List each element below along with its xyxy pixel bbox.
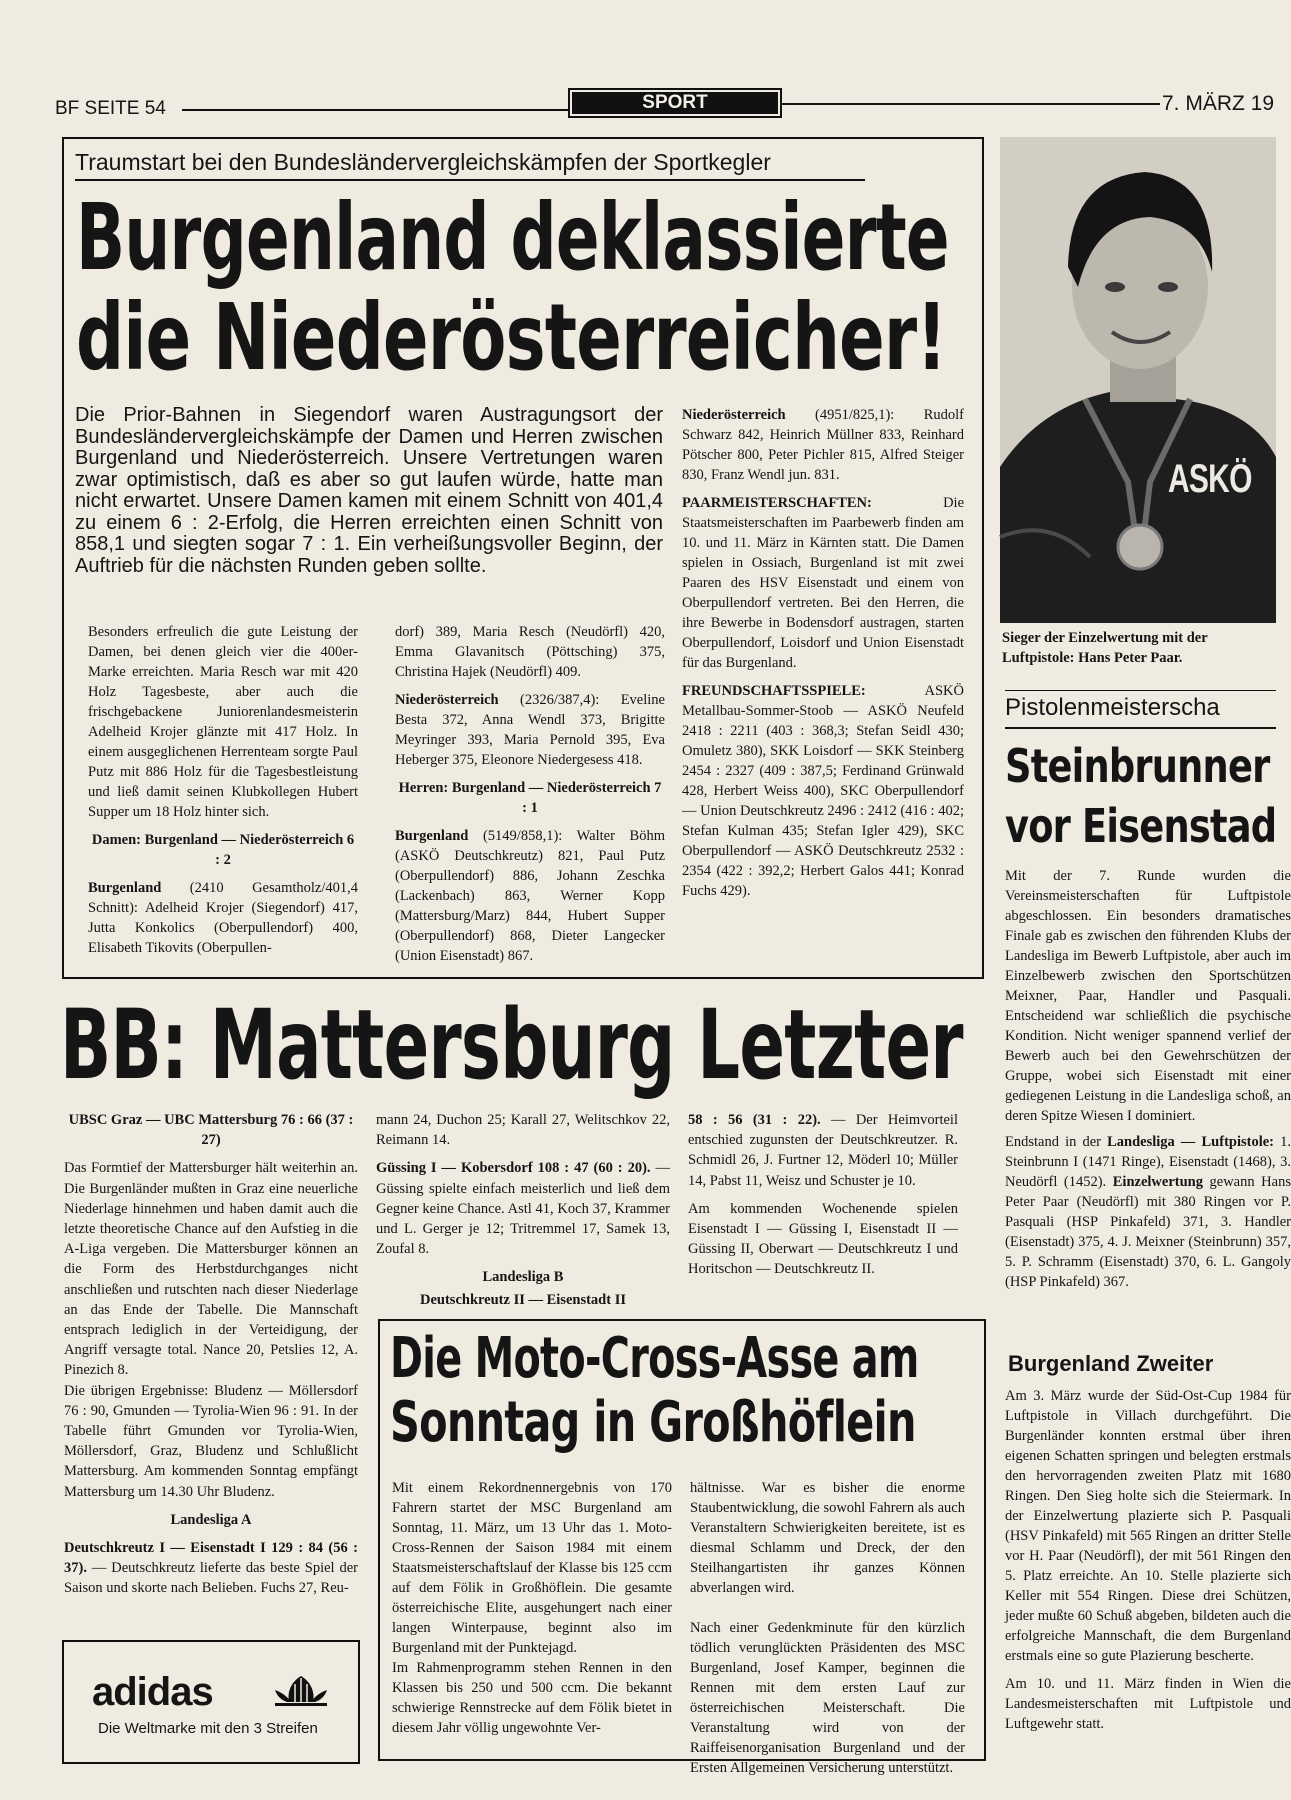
- text: — Güssing spielte einfach meisterlich und ließ dem Gegner keine Chance. Astl 41, Koch 37, Krammer und L. Gerger je 12; Tritremmel 17, Samek 13, Zoufal 8.: [376, 1160, 670, 1258]
- section-title: SPORT: [572, 92, 778, 114]
- bold-lead: 58 : 56 (31 : 22).: [688, 1112, 821, 1128]
- article2-column-1: [64, 1110, 358, 1607]
- adidas-wordmark: adidas: [92, 1670, 213, 1714]
- jersey-lettering: ASKÖ: [1168, 457, 1252, 501]
- photo-caption: [1002, 628, 1272, 670]
- headline-wrap: [1005, 738, 1276, 863]
- bold-lead: Deutschkreutz I — Eisenstadt I 129 : 84 (56 : 37).: [64, 1540, 358, 1577]
- text: ASKÖ Metallbau-Sommer-Stoob — ASKÖ Neufeld 2418 : 2211 (403 : 368,3; Stefan Seidl 430; Omuletz 380), SKK Loisdorf — SKK Steinberg 2454 : 2327 (409 : 387,5; Ferdinand Grünwald 428, Herbert Weiss 400), SKC Oberpullendorf — Union Deutschkreutz 2496 : 2412 (416 : 402; Stefan Kulman 435; Stefan Igler 429), SKC Oberpullendorf — ASKÖ Deutschkreutz 2532 : 2354 (422 : 392,2; Herbert Galos 441; Konrad Fuchs 429).: [682, 683, 964, 899]
- subhead: Landesliga A: [170, 1511, 252, 1528]
- text: — Deutschkreutz lieferte das beste Spiel der Saison und skorte nach Belieben. Fuchs 27, Reu-: [64, 1560, 358, 1597]
- adidas-ad: [62, 1640, 360, 1764]
- rule: [1005, 690, 1276, 691]
- bold-lead: Landesliga — Luftpistole:: [1107, 1134, 1275, 1150]
- header-rule-left: [182, 109, 568, 111]
- portrait-illustration: [1000, 137, 1276, 623]
- caption-text: Sieger der Einzelwertung mit der Luftpistole: Hans Peter Paar.: [1002, 630, 1208, 666]
- paragraph: hältnisse. War es bisher die enorme Staubentwicklung, die sowohl Fahrern als auch Veranstaltern Schwierigkeiten bereitete, ist es diesmal Schlamm und Dreck, der den Steilhangartisten ihr ganzes Können abverlangen wird.: [690, 1480, 965, 1596]
- paragraph: Am 3. März wurde der Süd-Ost-Cup 1984 für Luftpistole in Villach durchgeführt. Die Burgenländer konnten erstmal über ihren eigenen Schatten springen und belegten erstmals den hervorragenden zweiten Platz mit 1680 Ringen. Den Sieg holte sich die Steiermark. In der Einzelwertung plazierte sich P. Pasquali (HSV Pinkafeld) mit 565 Ringen an dritter Stelle vor H. Paar (Neudörfl), der mit 561 Ringen den 5. Platz erreichte. An 10. Stelle plazierte sich Keller mit 554 Ringen. Diese drei Schützen, jeder mußte 60 Schuß abgeben, bildeten auch die erfolgreiche Mannschaft, die dem Burgenland erstmals eine so gute Plazierung bescherte.: [1005, 1388, 1291, 1664]
- paragraph: Das Formtief der Mattersburger hält weiterhin an. Die Burgenländer mußten in Graz eine neuerliche Niederlage hinnehmen und haben damit auch die letzte theoretische Chance auf den Aufstieg in die A-Liga vergeben. Die Mattersburger können an die Form des Herbstdurchganges nicht anschließen und rutschten nach dieser Niederlage an das Ende der Tabelle. Die Mannschaft entsprach lediglich in der Verteidigung, der Angriff versagte total. Nance 20, Petslies 12, A. Pinezich 8.: [64, 1160, 358, 1379]
- paragraph: [682, 681, 964, 901]
- article4-body-2: [1005, 1386, 1291, 1766]
- paragraph: [64, 1538, 358, 1599]
- paragraph: [1005, 1132, 1291, 1292]
- headline-line-2: vor Eisenstad: [1005, 799, 1277, 853]
- bold-lead: Burgenland: [88, 880, 162, 896]
- paragraph: Am 10. und 11. März finden in Wien die Landesmeisterschaften mit Luftpistole und Luftgewehr statt.: [1005, 1676, 1291, 1732]
- kicker: Traumstart bei den Bundesländervergleichskämpfen der Sportkegler: [75, 149, 771, 175]
- text: Die Staatsmeisterschaften im Paarbewerb finden am 10. und 11. März in Kärnten statt. Die Damen spielen in Ossiach, Burgenland ist mit zwei Paaren des HSV Eisenstadt und einem von Oberpullendorf vertreten. Bei den Herren, die ihre Bewerbe in Bodensdorf austragen, starten Oberpullendorf, Loisdorf und Union Eisenstadt für das Burgenland.: [682, 495, 964, 671]
- bold-lead: Burgenland: [395, 828, 469, 844]
- portrait-photo: [1000, 137, 1276, 623]
- headline-wrap: [60, 989, 980, 1103]
- paragraph: Nach einer Gedenkminute für den kürzlich tödlich verunglückten Präsidenten des MSC Burgenland, Josef Kamper, beginnen die Rennen mit dem ersten Lauf zur österreichischen Meisterschaft. Die Veranstaltung wird von der Raiffeisenorganisation Burgenland und der Ersten Allgemeinen Versicherung unterstützt.: [690, 1620, 965, 1776]
- headline-line-2: Sonntag in Großhöflein: [390, 1390, 916, 1455]
- headline-line-2: die Niederösterreicher!: [76, 284, 947, 391]
- page-folio: BF SEITE 54: [55, 98, 166, 119]
- paragraph: [88, 878, 358, 958]
- paragraph: [682, 405, 964, 485]
- headline-wrap: [76, 184, 966, 391]
- paragraph: Am kommenden Wochenende spielen Eisenstadt I — Güssing I, Eisenstadt II — Güssing II, Oberwart — Deutschkreutz I und Horitschon — Deutschkreutz II.: [688, 1200, 958, 1278]
- article4-body: [1005, 866, 1291, 1326]
- kicker: Pistolenmeisterscha: [1005, 694, 1220, 721]
- paragraph: Mit der 7. Runde wurden die Vereinsmeisterschaften für Luftpistole abgeschlossen. Ein besonders dramatisches Finale gab es zwischen den führenden Klubs der Landesliga im Bewerb Luftpistole, aber auch im Einzelbewerb zwischen den Sportschützen Meixner, Paar, Handler und Pasquali. Entscheidend war schließlich die psychische Kondition. Nicht weniger spannend verlief der Bewerb auch bei den Gewehrschützen der Gruppe, wobei sich Eisenstadt mit einer gediegenen Leistung in die Landesliga schoß, an deren Spitze Wiesen I dominiert.: [1005, 868, 1291, 1124]
- headline-line-1: Burgenland deklassierte: [76, 184, 949, 291]
- bold-lead: Einzelwertung: [1112, 1174, 1203, 1190]
- text: (5149/858,1): Walter Böhm (ASKÖ Deutschkreutz) 821, Paul Putz (Oberpullendorf) 886, Johann Zeschka (Lackenbach) 863, Werner Kopp (Mattersburg/Marz) 844, Hubert Supper (Oberpullendorf) 868, Dieter Langecker (Union Eisenstadt) 867.: [395, 828, 665, 964]
- kicker-underline: [1005, 727, 1276, 729]
- paragraph: Mit einem Rekordnennergebnis von 170 Fahrern startet der MSC Burgenland am Sonntag, 11. März, um 13 Uhr das 1. Moto-Cross-Rennen der Saison 1984 mit einem Staatsmeisterschaftslauf der Klasse bis 125 ccm auf dem Fölik in Großhöflein. Die gesamte österreichische Elite, ausgehungert nach einer langen Winterpause, beginnt also im Burgenland mit der Punktejagd.: [392, 1480, 672, 1656]
- article1-column-3: [682, 405, 964, 909]
- paragraph: [376, 1158, 670, 1259]
- article3-column-1: [392, 1478, 672, 1746]
- bold-lead: Güssing I — Kobersdorf 108 : 47 (60 : 20).: [376, 1160, 651, 1177]
- paragraph: dorf) 389, Maria Resch (Neudörfl) 420, Emma Glavanitsch (Pöttsching) 375, Christina Hajek (Neudörfl) 409.: [395, 624, 665, 680]
- paragraph: [395, 826, 665, 966]
- article1-column-2: [395, 622, 665, 974]
- section-label: [568, 88, 782, 118]
- article2-column-3: [688, 1110, 958, 1288]
- text: — Der Heimvorteil entschied zugunsten der Deutschkreutzer. R. Schmidl 26, J. Furtner 12, Möderl 10; Müller 14, Pabst 11, Weisz und Schuster je 10.: [688, 1112, 958, 1189]
- header-rule-right: [782, 103, 1160, 105]
- paragraph: [688, 1110, 958, 1191]
- adidas-tagline: Die Weltmarke mit den 3 Streifen: [98, 1720, 318, 1737]
- headline-line-1: Steinbrunner: [1005, 739, 1270, 793]
- text: 1. Steinbrunn I (1471 Ringe), Eisenstadt (1468), 3. Neudörfl (1452).: [1005, 1134, 1291, 1190]
- article2-column-2: [376, 1110, 670, 1318]
- issue-date: 7. MÄRZ 19: [1162, 92, 1275, 115]
- paragraph: [682, 493, 964, 673]
- text: (2410 Gesamtholz/401,4 Schnitt): Adelheid Krojer (Siegendorf) 417, Jutta Konkolics (Oberpullendorf) 400, Elisabeth Tikovits (Oberpullen-: [88, 880, 358, 956]
- paragraph: Besonders erfreulich die gute Leistung der Damen, bei denen gleich vier die 400er-Marke erreichten. Maria Resch war mit 420 Holz Tagesbeste, aber auch die frischgebackene Juniorenlandesmeisterin Adelheid Krojer glänzte mit 417 Holz. In einem ausgeglichenen Herrenteam sorgte Paul Putz mit 886 Holz für die Tagesbestleistung und ließ damit seinen Klubkollegen Hubert Supper um 18 Holz hinter sich.: [88, 624, 358, 820]
- subhead: Herren: Burgenland — Niederösterreich 7 : 1: [398, 780, 662, 816]
- lead-paragraph: Die Prior-Bahnen in Siegendorf waren Austragungsort der Bundesländervergleichskämpfe der Damen und Herren zwischen Burgenland und Niederösterreich. Unsere Vertretungen waren zwar optimistisch, daß es aber so gut laufen würde, hatte man nicht erwartet. Unsere Damen kamen mit einem Schnitt von 401,4 zu einem 6 : 2-Erfolg, die Herren erreichten einen Schnitt von 858,1 und siegten sogar 7 : 1. Ein verheißungsvoller Beginn, der Auftrieb für die nächsten Runden geben sollte.: [75, 404, 663, 577]
- subhead: Damen: Burgenland — Niederösterreich 6 : 2: [91, 832, 355, 868]
- subhead: UBSC Graz — UBC Mattersburg 76 : 66 (37 : 27): [68, 1112, 354, 1149]
- article3-column-2: [690, 1478, 965, 1786]
- paragraph: Im Rahmenprogramm stehen Rennen in den Klassen bis 250 und 500 ccm. Die bekannt schwierige Rennstrecke auf dem Fölik bietet in diesem Jahr völlig ungewohnte Ver-: [392, 1660, 672, 1736]
- subhead: Landesliga B: [482, 1269, 564, 1286]
- headline: BB: Mattersburg Letzter: [60, 989, 963, 1101]
- paragraph: [395, 690, 665, 770]
- bold-lead: PAARMEISTERSCHAFTEN:: [682, 495, 872, 511]
- paragraph: mann 24, Duchon 25; Karall 27, Welitschkov 22, Reimann 14.: [376, 1112, 670, 1149]
- bold-lead: Niederösterreich: [395, 692, 499, 708]
- text: Endstand in der: [1005, 1134, 1108, 1150]
- headline-line-1: Die Moto-Cross-Asse am: [390, 1326, 919, 1391]
- text: gewann Hans Peter Paar (Neudörfl) mit 380 Ringen vor P. Pasquali (HSP Pinkafeld) 371, 3. Handler (Eisenstadt) 375, 4. J. Meixner (Steinbrunn) 357, 5. P. Schramm (Eisenstadt) 370, 6. L. Gangoly (HSP Pinkafeld) 367.: [1005, 1174, 1291, 1290]
- article1-column-1: [88, 622, 358, 966]
- paragraph: Die übrigen Ergebnisse: Bludenz — Möllersdorf 76 : 90, Gmunden — Tyrolia-Wien 96 : 91. In der Tabelle führt Gmunden vor Tyrolia-Wien, Möllersdorf, Graz, Bludenz und Schlußlicht Mattersburg. Am kommenden Sonntag empfängt Mattersburg um 14.30 Uhr Bludenz.: [64, 1382, 358, 1500]
- bold-lead: FREUNDSCHAFTSSPIELE:: [682, 683, 866, 699]
- text: (4951/825,1): Rudolf Schwarz 842, Heinrich Müllner 833, Reinhard Pötscher 800, Peter Pichler 815, Alfred Steiger 830, Franz Wendl jun. 831.: [682, 407, 964, 483]
- subhead: Burgenland Zweiter: [1008, 1351, 1214, 1376]
- text: (2326/387,4): Eveline Besta 372, Anna Wendl 373, Brigitte Meyringer 393, Maria Pernold 395, Eva Heberger 375, Eleonore Niedergesess 418.: [395, 692, 665, 768]
- trefoil-logo-icon: [269, 1672, 333, 1710]
- kicker-underline: [75, 179, 865, 181]
- bold-lead: Niederösterreich: [682, 407, 786, 423]
- headline-wrap: [390, 1327, 975, 1467]
- match-line: Deutschkreutz II — Eisenstadt II: [420, 1291, 626, 1308]
